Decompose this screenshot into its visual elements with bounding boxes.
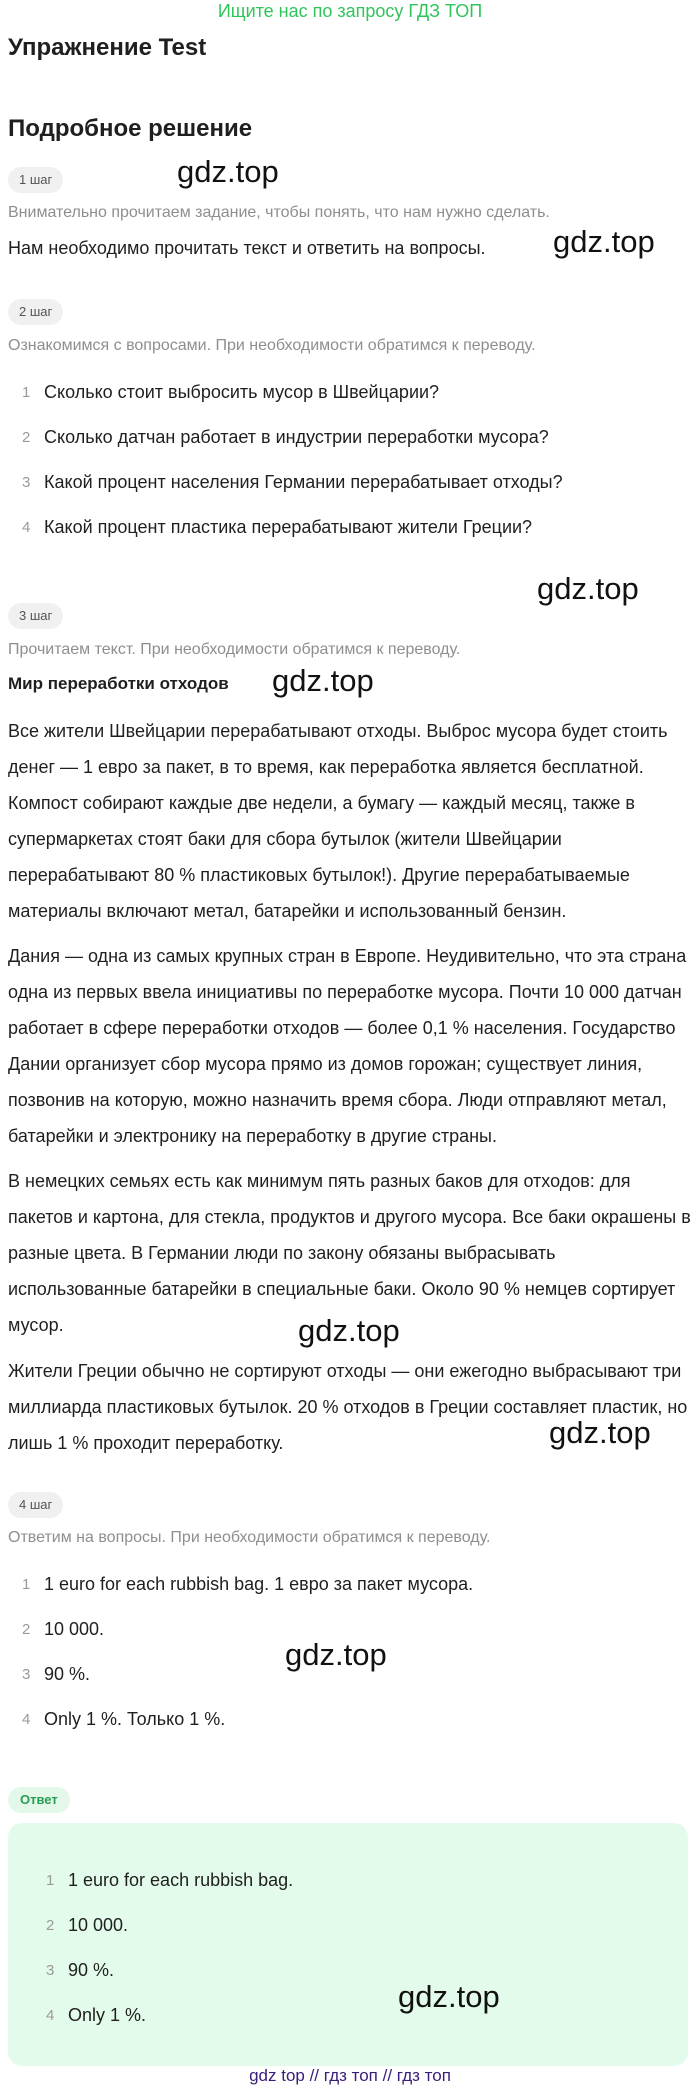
watermark: gdz.top — [549, 1415, 651, 1450]
list-item — [46, 1960, 293, 2005]
list-item — [46, 1915, 293, 1960]
item-number: 4 — [22, 519, 31, 536]
step-2-hint: Ознакомимся с вопросами. При необходимости обратимся к переводу. — [8, 337, 536, 354]
paragraph: Все жители Швейцарии перерабатывают отходы. Выброс мусора будет стоить денег — 1 евро за пакет, в то время, как переработка является бесплатной. Компост собирают каждые две недели, а бумагу — каждый месяц, также в супермаркетах стоят баки для сбора бутылок (жители Швейцарии перерабатывают 80 % пластиковых бутылок!). Другие перерабатываемые материалы включают метал, батарейки и использованный бензин. — [8, 721, 668, 921]
list-item — [46, 1870, 293, 1915]
item-number: 1 — [22, 384, 31, 401]
step-3-badge: 3 шаг — [8, 603, 63, 629]
item-number: 3 — [22, 1666, 31, 1683]
item-text: 10 000. — [44, 1619, 105, 1639]
item-text: 1 euro for each rubbish bag. 1 евро за пакет мусора. — [44, 1574, 474, 1594]
item-number: 2 — [22, 1621, 31, 1638]
list-item — [22, 1709, 473, 1754]
item-text: 10 000. — [68, 1915, 129, 1935]
final-answers-list — [46, 1870, 293, 2050]
answer-badge: Ответ — [8, 1787, 70, 1813]
list-item — [46, 2005, 293, 2050]
list-item — [22, 517, 563, 562]
watermark: gdz.top — [285, 1637, 387, 1672]
answers-list — [22, 1574, 473, 1754]
step-2-badge: 2 шаг — [8, 299, 63, 325]
item-text: Сколько датчан работает в индустрии переработки мусора? — [44, 427, 549, 447]
paragraph: В немецких семьях есть как минимум пять разных баков для отходов: для пакетов и картона, для стекла, продуктов и другого мусора. Все баки окрашены в разные цвета. В Германии люди по закону обязаны выбрасывать использованные батарейки в специальные баки. Около 90 % немцев сортирует мусор. — [8, 1171, 691, 1335]
step-4-hint: Ответим на вопросы. При необходимости обратимся к переводу. — [8, 1529, 491, 1546]
solution-title: Подробное решение — [8, 115, 253, 142]
watermark: gdz.top — [398, 1979, 500, 2014]
questions-list — [22, 382, 563, 562]
watermark: gdz.top — [177, 154, 279, 189]
item-number: 4 — [22, 1711, 31, 1728]
step-3-hint: Прочитаем текст. При необходимости обратимся к переводу. — [8, 641, 461, 658]
item-text: Only 1 %. — [68, 2005, 147, 2025]
item-text: 90 %. — [68, 1960, 115, 1980]
text-heading: Мир переработки отходов — [8, 674, 229, 693]
item-number: 3 — [22, 474, 31, 491]
watermark: gdz.top — [553, 224, 655, 259]
paragraph: Жители Греции обычно не сортируют отходы — они ежегодно выбрасывают три миллиарда пластиковых бутылок. 20 % отходов в Греции составляет пластик, но лишь 1 % проходит переработку. — [8, 1361, 688, 1453]
item-text: Сколько стоит выбросить мусор в Швейцарии? — [44, 382, 440, 402]
item-text: Какой процент пластика перерабатывают жители Греции? — [44, 517, 533, 537]
step-1-badge: 1 шаг — [8, 167, 63, 193]
item-number: 1 — [22, 1576, 31, 1593]
item-text: 90 %. — [44, 1664, 91, 1684]
watermark: gdz.top — [272, 663, 374, 698]
watermark: gdz.top — [298, 1313, 400, 1348]
item-number: 3 — [46, 1962, 55, 1979]
exercise-title: Упражнение Test — [8, 34, 207, 61]
item-number: 4 — [46, 2007, 55, 2024]
list-item — [22, 1619, 473, 1664]
list-item — [22, 382, 563, 427]
list-item — [22, 472, 563, 517]
step-1-text: Нам необходимо прочитать текст и ответить на вопросы. — [8, 238, 486, 258]
list-item — [22, 1664, 473, 1709]
item-number: 2 — [46, 1917, 55, 1934]
item-text: 1 euro for each rubbish bag. — [68, 1870, 294, 1890]
item-number: 1 — [46, 1872, 55, 1889]
item-text: Какой процент населения Германии перерабатывает отходы? — [44, 472, 563, 492]
list-item — [22, 1574, 473, 1619]
step-4-badge: 4 шаг — [8, 1492, 63, 1518]
answer-box — [8, 1823, 688, 2066]
step-1-hint: Внимательно прочитаем задание, чтобы понять, что нам нужно сделать. — [8, 204, 550, 221]
item-number: 2 — [22, 429, 31, 446]
watermark: gdz.top — [537, 571, 639, 606]
top-banner: Ищите нас по запросу ГДЗ ТОП — [217, 1, 483, 21]
item-text: Only 1 %. Только 1 %. — [44, 1709, 226, 1729]
paragraph: Дания — одна из самых крупных стран в Европе. Неудивительно, что эта страна одна из первых ввела инициативы по переработке мусора. Почти 10 000 датчан работает в сфере переработки отходов — более 0,1 % населения. Государство Дании организует сбор мусора прямо из домов горожан; существует линия, позвонив на которую, можно назначить время сбора. Люди отправляют метал, батарейки и электронику на переработку в другие страны. — [8, 946, 687, 1146]
footer-links[interactable]: gdz top // гдз топ // гдз топ — [249, 2066, 451, 2085]
list-item — [22, 427, 563, 472]
